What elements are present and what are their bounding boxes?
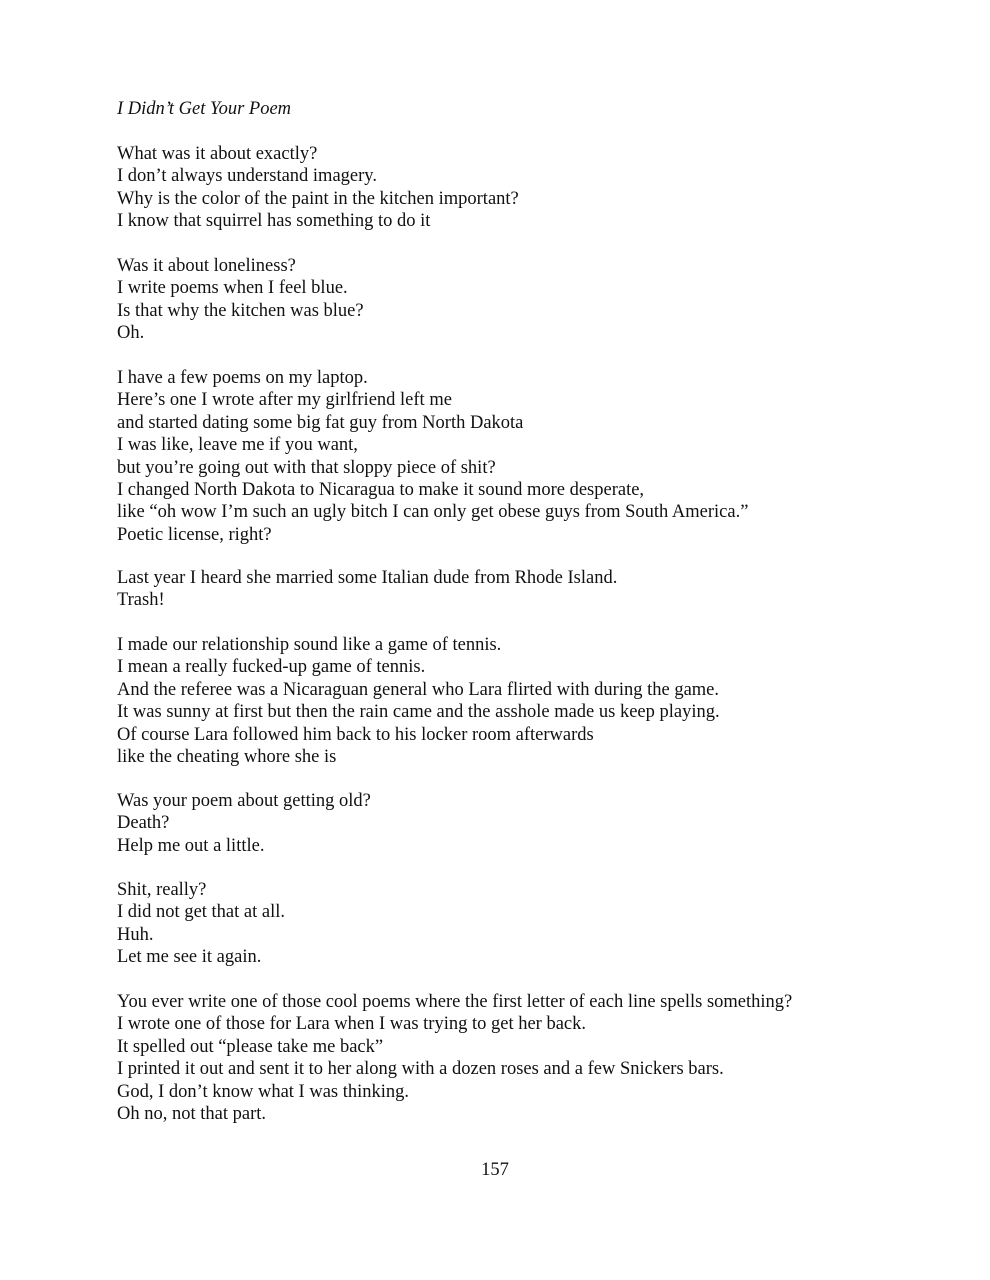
poem-line: Was your poem about getting old? [117,791,371,811]
poem-line: Help me out a little. [117,835,265,856]
poem-line: like “oh wow I’m such an ugly bitch I can only get obese guys from South America.” [117,502,749,523]
poem-line: Trash! [117,590,165,611]
poem-line: What was it about exactly? [117,144,318,164]
poem-line: I did not get that at all. [117,902,285,923]
poem-line: Was it about loneliness? [117,256,296,276]
poem-line: Is that why the kitchen was blue? [117,300,364,321]
poem-line: I changed North Dakota to Nicaragua to make it sound more desperate, [117,480,645,501]
poem-line: I made our relationship sound like a game of tennis. [117,635,502,655]
poem-line: like the cheating whore she is [117,747,337,768]
poem-line: Last year I heard she married some Italian dude from Rhode Island. [117,568,618,588]
poem-line: I write poems when I feel blue. [117,278,348,299]
poem-line: Poetic license, right? [117,524,272,545]
stanza-8 [117,991,792,1125]
stanza-7 [117,879,285,969]
poem-line: It spelled out “please take me back” [117,1036,384,1057]
poem-line: Of course Lara followed him back to his locker room afterwards [117,724,594,745]
poem-line: Why is the color of the paint in the kitchen important? [117,188,519,209]
poem-line: I was like, leave me if you want, [117,435,358,456]
poem-line: Let me see it again. [117,947,262,968]
poem-line: God, I don’t know what I was thinking. [117,1081,410,1102]
poem-line: Shit, really? [117,880,207,900]
stanza-2 [117,255,364,345]
stanza-5 [117,634,720,768]
poem-line: Oh. [117,323,145,344]
poem-line: You ever write one of those cool poems where the first letter of each line spells something? [117,992,793,1012]
poem-line: Huh. [117,924,154,945]
poem-line: And the referee was a Nicaraguan general who Lara flirted with during the game. [117,679,720,700]
poem-line: Here’s one I wrote after my girlfriend left me [117,390,452,411]
page-number: 157 [481,1160,509,1180]
poem-line: Death? [117,813,170,834]
stanza-3 [117,367,748,546]
poem-line: but you’re going out with that sloppy piece of shit? [117,457,496,478]
stanza-1 [117,143,519,233]
poem-line: Oh no, not that part. [117,1104,267,1125]
stanza-6 [117,790,371,857]
poem-line: I wrote one of those for Lara when I was trying to get her back. [117,1014,587,1035]
poem-line: I have a few poems on my laptop. [117,368,368,388]
stanza-4 [117,567,617,612]
poem-line: I printed it out and sent it to her along with a dozen roses and a few Snickers bars. [117,1059,724,1080]
poem-line: It was sunny at first but then the rain came and the asshole made us keep playing. [117,702,720,723]
poem-title: I Didn’t Get Your Poem [117,99,292,119]
poem-line: I mean a really fucked-up game of tennis. [117,657,426,678]
poem-line: and started dating some big fat guy from North Dakota [117,412,524,433]
poem-line: I know that squirrel has something to do it [117,211,431,232]
poem-line: I don’t always understand imagery. [117,166,377,187]
